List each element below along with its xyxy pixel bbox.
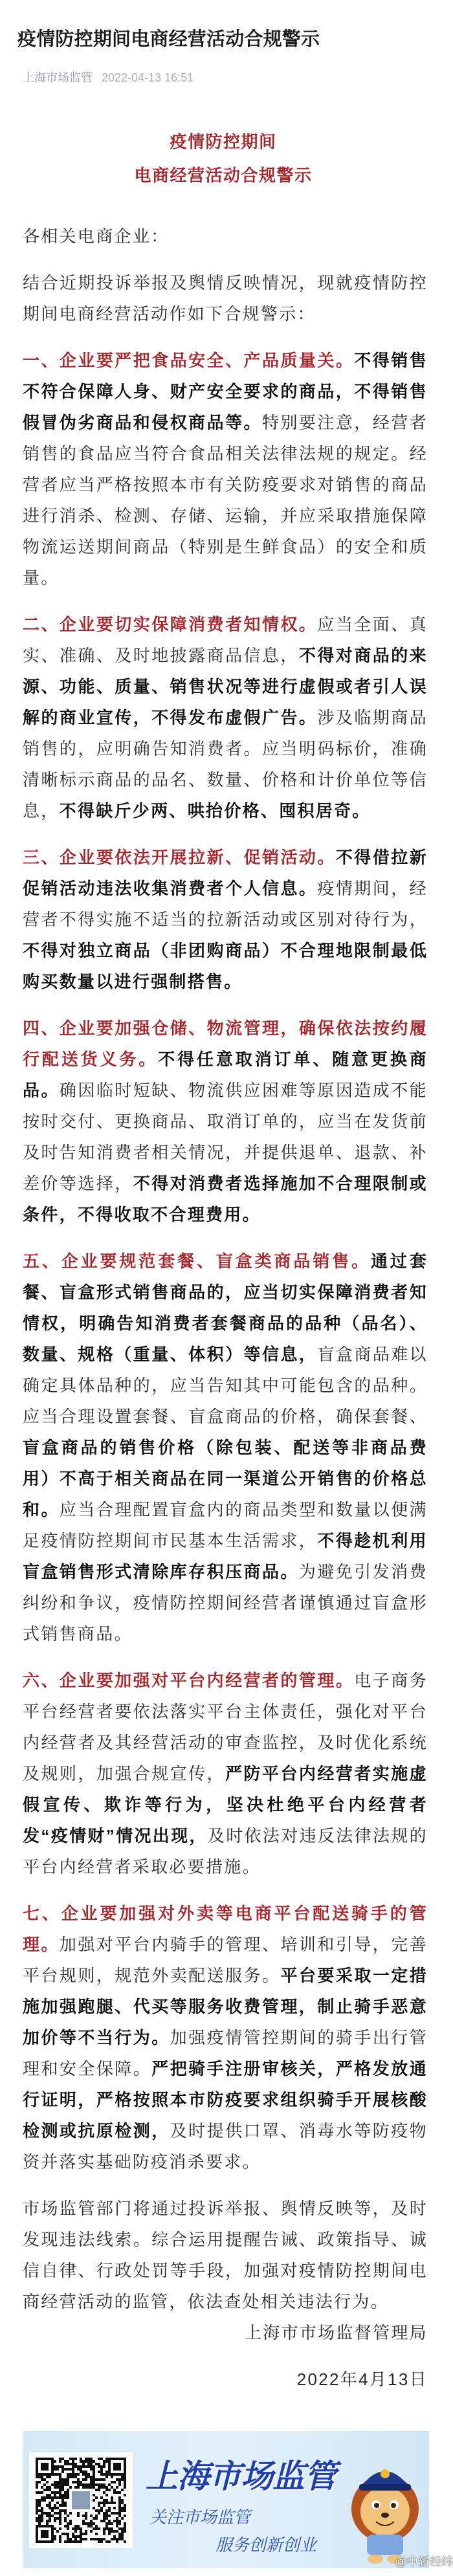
section-heading: 二、企业要切实保障消费者知情权。 <box>23 615 318 634</box>
emphasis-text: 不得销售不符合保障人身、财产安全要求的商品，不得销售假冒伪劣商品和侵权商品等。 <box>23 351 428 432</box>
account-name[interactable]: 上海市场监管 <box>23 71 93 84</box>
document-heading-line1: 疫情防控期间 <box>170 132 277 151</box>
article-title: 疫情防控期间电商经营活动合规警示 <box>17 29 320 50</box>
closing-paragraph: 市场监管部门将通过投诉举报、舆情反映等，及时发现违法线索。综合运用提醒告诫、政策指导、诚信自律、行政处罚等手段，加强对疫情防控期间电商经营活动的监管，依法查处相关违法行为。 <box>23 2199 428 2311</box>
signature-date: 2022年4月13日 <box>296 2370 428 2389</box>
body-text: 疫情期间，经营者不得实施不适当的拉新活动或区别对待行为， <box>23 879 428 929</box>
body-text: 特别要注意，经营者销售的食品应当符合食品相关法律法规的规定。经营者应当严格按照本市有关防疫要求对销售的商品进行消杀、检测、存储、运输，并应采取措施保障物流运送期间商品（特别是生鲜食品）的安全和质量。 <box>23 413 428 588</box>
body-text: 及时依法对违反法律法规的平台内经营者采取必要措施。 <box>23 1826 428 1877</box>
section-heading: 一、企业要严把食品安全、产品质量关。 <box>23 351 355 370</box>
emphasis-text: 不得借拉新促销活动违法收集消费者个人信息。 <box>23 848 428 898</box>
section-6 <box>23 1665 428 1882</box>
body-text: 加强疫情管控期间的骑手出行管理和安全保障。 <box>23 2028 428 2078</box>
qr-code-icon <box>29 2452 133 2548</box>
article-body <box>23 221 428 2410</box>
document-heading <box>0 125 447 192</box>
banner-slogan-2: 服务创新创业 <box>215 2535 317 2555</box>
emphasis-text: 不得缺斤少两、哄抬价格、囤积居奇。 <box>59 801 371 820</box>
section-4 <box>23 1013 428 1230</box>
section-2 <box>23 609 428 826</box>
section-heading: 五、企业要规范套餐、盲盒类商品销售。 <box>23 1251 371 1271</box>
salutation: 各相关电商企业： <box>23 226 170 246</box>
section-heading: 六、企业要加强对平台内经营者的管理。 <box>23 1671 355 1690</box>
section-1 <box>23 345 428 593</box>
banner-slogan-1: 关注市场监管 <box>149 2507 251 2527</box>
section-7 <box>23 1898 428 2177</box>
section-heading: 七、企业要加强对外卖等电商平台配送骑手的管理。 <box>23 1904 428 1954</box>
body-text: 应当合理配置盲盒内的商品类型和数量以便满足疫情防控期间市民基本生活需求， <box>23 1500 428 1550</box>
emphasis-text: 不得趁机利用盲盒销售形式清除库存积压商品。 <box>23 1531 428 1581</box>
body-text: 涉及临期商品销售的，应明确告知消费者。应当明码标价，准确清晰标示商品的品名、数量、价格和计价单位等信息， <box>23 708 428 820</box>
article-meta <box>23 69 193 85</box>
section-heading: 四、企业要加强仓储、物流管理，确保依法按约履行配送货义务。 <box>23 1018 428 1069</box>
body-text: 应当全面、真实、准确、及时地披露商品信息， <box>23 615 428 665</box>
body-text: 盲盒商品难以确定具体品种的，应当告知其中可能包含的品种。应当合理设置套餐、盲盒商品的价格，确保套餐、 <box>23 1345 428 1426</box>
emphasis-text: 通过套餐、盲盒形式销售商品的，应当切实保障消费者知情权，明确告知消费者套餐商品的品种（品名）、数量、规格（重量、体积）等信息， <box>23 1251 428 1364</box>
signature-org: 上海市市场监督管理局 <box>244 2323 428 2342</box>
warning-sections <box>23 345 428 2177</box>
watermark: @中新经纬 <box>395 2555 453 2568</box>
intro-paragraph: 结合近期投诉举报及舆情反映情况，现就疫情防控期间电商经营活动作如下合规警示： <box>23 273 428 324</box>
emphasis-text: 平台要采取一定措施加强跑腿、代买等服务收费管理，制止骑手恶意加价等不当行为。 <box>23 1966 428 2047</box>
body-text: 确因临时短缺、物流供应困难等原因造成不能按时交付、更换商品、取消订单的，应当在发货前及时告知消费者相关情况，并提供退单、退款、补差价等选择， <box>23 1081 428 1193</box>
body-text: 为避免引发消费纠纷和争议，疫情防控期间经营者谨慎通过盲盒形式销售商品。 <box>23 1562 428 1644</box>
lion-mascot-icon <box>346 2458 424 2565</box>
emphasis-text: 不得对独立商品（非团购商品）不合理地限制最低购买数量以进行强制搭售。 <box>23 941 428 991</box>
publish-datetime: 2022-04-13 16:51 <box>102 71 194 84</box>
emphasis-text: 不得任意取消订单、随意更换商品。 <box>23 1050 428 1100</box>
body-text: 加强对平台内骑手的管理、培训和引导，完善平台规则，规范外卖配送服务。 <box>23 1935 428 1985</box>
banner-brand: 上海市场监管 <box>146 2458 336 2494</box>
emphasis-text: 不得对商品的来源、功能、质量、销售状况等进行虚假或者引人误解的商业宣传，不得发布虚假广告。 <box>23 646 428 727</box>
document-heading-line2: 电商经营活动合规警示 <box>134 166 313 185</box>
section-3 <box>23 842 428 997</box>
body-text: 电子商务平台经营者要依法落实平台主体责任，强化对平台内经营者及其经营活动的审查监控，及时优化系统及规则，加强合规宣传， <box>23 1671 428 1783</box>
emphasis-text: 严把骑手注册审核关，严格发放通行证明，严格按照本市防疫要求组织骑手开展核酸检测或抗原检测， <box>23 2059 428 2141</box>
emphasis-text: 盲盒商品的销售价格（除包装、配送等非商品费用）不高于相关商品在同一渠道公开销售的价格总和。 <box>23 1438 428 1519</box>
section-5 <box>23 1246 428 1649</box>
emphasis-text: 严防平台内经营者实施虚假宣传、欺诈等行为，坚决杜绝平台内经营者发“疫情财”情况出现， <box>23 1764 428 1845</box>
section-heading: 三、企业要依法开展拉新、促销活动。 <box>23 848 336 867</box>
follow-banner <box>23 2431 429 2568</box>
body-text: 及时提供口罩、消毒水等防疫物资并落实基础防疫消杀要求。 <box>23 2121 428 2172</box>
emphasis-text: 不得对消费者选择施加不合理限制或条件，不得收取不合理费用。 <box>23 1174 428 1224</box>
